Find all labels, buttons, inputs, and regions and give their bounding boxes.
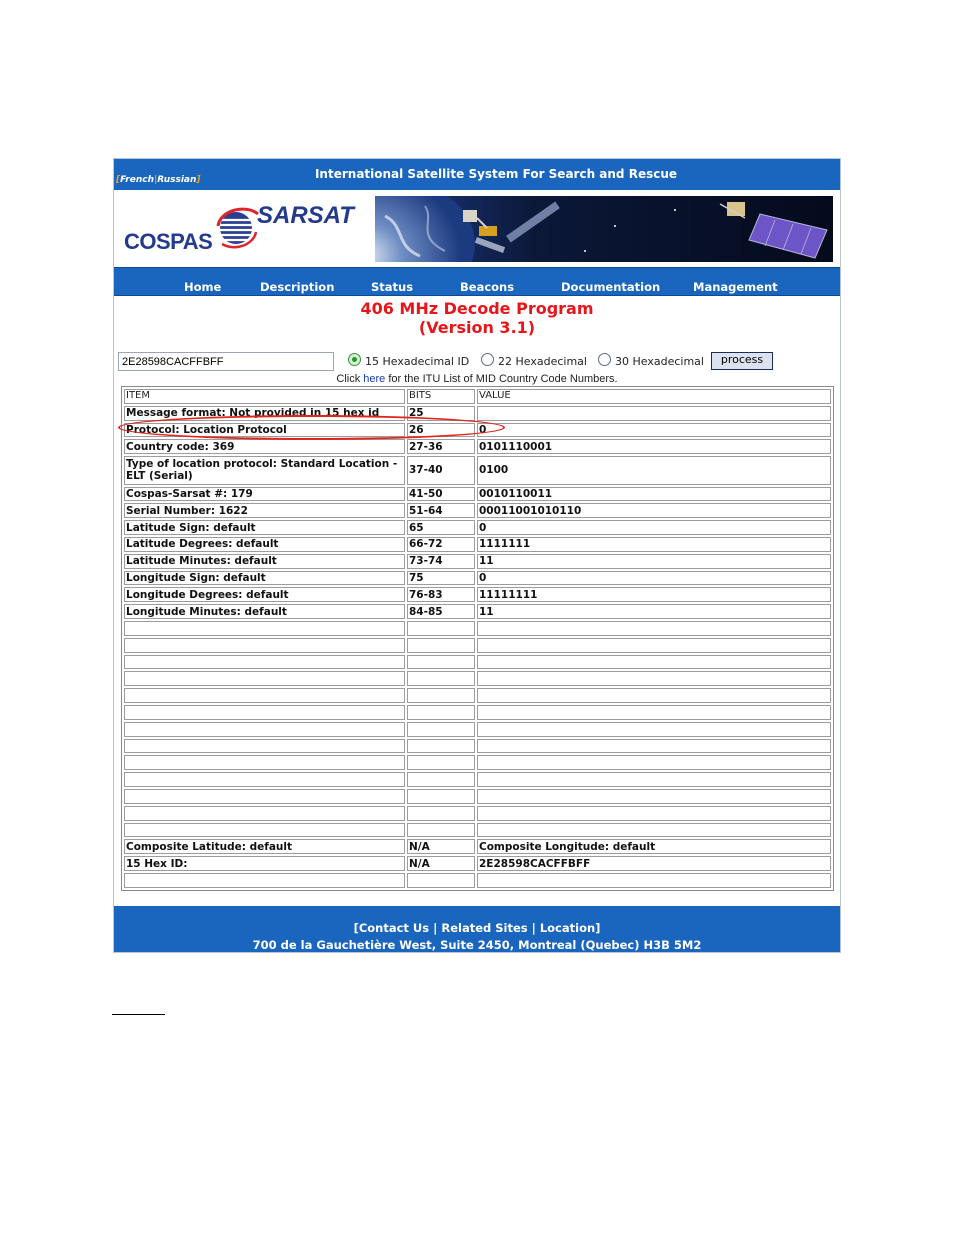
row-value: 0010110011 — [477, 487, 831, 502]
empty-row — [124, 755, 831, 770]
table-row — [124, 423, 831, 438]
row-bits: 25 — [407, 406, 475, 421]
row-bits: 76-83 — [407, 587, 475, 602]
nav-management[interactable]: Management — [693, 280, 778, 294]
footer-address: 700 de la Gauchetière West, Suite 2450, Montreal (Quebec) H3B 5M2 — [252, 938, 702, 952]
row-value: 1111111 — [477, 537, 831, 552]
table-row — [124, 456, 831, 485]
footer-bar — [114, 906, 840, 953]
table-row — [124, 587, 831, 602]
header-value: VALUE — [477, 389, 831, 404]
table-row — [124, 406, 831, 421]
itu-prefix: Click — [336, 373, 364, 385]
itu-list-note — [114, 373, 840, 385]
row-item: Protocol: Location Protocol — [124, 423, 405, 438]
page-title: 406 MHz Decode Program — [360, 299, 594, 318]
hex-id-input[interactable] — [118, 352, 334, 371]
row-item: Type of location protocol: Standard Location - ELT (Serial) — [124, 456, 405, 485]
row-value: 0101110001 — [477, 439, 831, 454]
row-bits: 37-40 — [407, 456, 475, 485]
hex-id-value: 2E28598CACFFBFF — [477, 856, 831, 871]
banner — [114, 190, 840, 266]
underline-rule — [112, 1014, 165, 1015]
language-switcher: [French|Russian] — [116, 175, 201, 185]
row-item: Message format: Not provided in 15 hex id — [124, 406, 405, 421]
row-bits: 73-74 — [407, 554, 475, 569]
row-item: Cospas-Sarsat #: 179 — [124, 487, 405, 502]
decode-results-table — [121, 386, 834, 891]
cospas-page-frame — [113, 158, 841, 953]
table-row — [124, 554, 831, 569]
row-item: Latitude Minutes: default — [124, 554, 405, 569]
table-header-row — [124, 389, 831, 404]
cospas-sarsat-logo — [124, 202, 364, 262]
related-sites-link[interactable]: Related Sites — [441, 921, 528, 935]
table-row — [124, 487, 831, 502]
header-bits: BITS — [407, 389, 475, 404]
table-row — [124, 537, 831, 552]
row-bits: 65 — [407, 520, 475, 535]
row-value: 11 — [477, 604, 831, 619]
empty-row — [124, 722, 831, 737]
empty-row — [124, 789, 831, 804]
row-bits: 26 — [407, 423, 475, 438]
empty-row — [124, 772, 831, 787]
composite-longitude: Composite Longitude: default — [477, 839, 831, 854]
itu-suffix: for the ITU List of MID Country Code Numbers. — [385, 373, 618, 385]
empty-row — [124, 638, 831, 653]
row-item: Latitude Degrees: default — [124, 537, 405, 552]
row-item: Longitude Sign: default — [124, 571, 405, 586]
itu-here-link[interactable]: here — [363, 373, 386, 385]
row-value: 11 — [477, 554, 831, 569]
top-header-bar — [114, 159, 840, 190]
empty-row — [124, 739, 831, 754]
row-bits: 66-72 — [407, 537, 475, 552]
russian-link[interactable]: Russian — [157, 175, 197, 185]
nav-documentation[interactable]: Documentation — [561, 280, 661, 294]
page-version: (Version 3.1) — [418, 318, 536, 337]
row-value: 0 — [477, 423, 831, 438]
row-item: Longitude Minutes: default — [124, 604, 405, 619]
globe-logo-icon — [216, 204, 260, 250]
row-value: 0 — [477, 571, 831, 586]
empty-row — [124, 671, 831, 686]
composite-row — [124, 839, 831, 854]
satellite-banner-image — [375, 196, 833, 262]
empty-row — [124, 823, 831, 838]
row-bits: 41-50 — [407, 487, 475, 502]
radio-30-hex[interactable] — [598, 353, 611, 366]
row-item: Longitude Degrees: default — [124, 587, 405, 602]
hex-id-label: 15 Hex ID: — [124, 856, 405, 871]
contact-us-link[interactable]: Contact Us — [358, 921, 430, 935]
empty-row — [124, 806, 831, 821]
row-bits: 27-36 — [407, 439, 475, 454]
row-item: Country code: 369 — [124, 439, 405, 454]
nav-home[interactable]: Home — [184, 280, 222, 294]
empty-row — [124, 873, 831, 888]
process-button[interactable]: process — [711, 352, 773, 370]
row-item: Serial Number: 1622 — [124, 503, 405, 518]
main-navigation — [114, 267, 840, 296]
footer-links: [Contact Us | Related Sites | Location] — [353, 921, 601, 935]
radio-30-hex-label: 30 Hexadecimal — [615, 355, 704, 368]
sarsat-wordmark: SARSAT — [257, 202, 354, 229]
radio-15-hex[interactable] — [348, 353, 361, 366]
empty-row — [124, 688, 831, 703]
row-value: 00011001010110 — [477, 503, 831, 518]
hex-id-row — [124, 856, 831, 871]
cospas-wordmark: COSPAS — [124, 229, 213, 254]
row-bits: 84-85 — [407, 604, 475, 619]
row-bits: 75 — [407, 571, 475, 586]
row-value — [477, 406, 831, 421]
row-value: 0100 — [477, 456, 831, 485]
composite-na: N/A — [407, 839, 475, 854]
composite-latitude: Composite Latitude: default — [124, 839, 405, 854]
location-link[interactable]: Location — [539, 921, 596, 935]
row-bits: 51-64 — [407, 503, 475, 518]
table-row — [124, 439, 831, 454]
nav-status[interactable]: Status — [371, 280, 414, 294]
table-row — [124, 520, 831, 535]
table-row — [124, 503, 831, 518]
hex-id-na: N/A — [407, 856, 475, 871]
empty-row — [124, 621, 831, 636]
header-item: ITEM — [124, 389, 405, 404]
site-title: International Satellite System For Search and Rescue — [314, 167, 678, 181]
table-row — [124, 604, 831, 619]
empty-row — [124, 655, 831, 670]
row-item: Latitude Sign: default — [124, 520, 405, 535]
empty-row — [124, 705, 831, 720]
radio-22-hex[interactable] — [481, 353, 494, 366]
radio-15-hex-label: 15 Hexadecimal ID — [365, 355, 470, 368]
nav-beacons[interactable]: Beacons — [460, 280, 515, 294]
table-row — [124, 571, 831, 586]
french-link[interactable]: French — [120, 175, 154, 185]
row-value: 11111111 — [477, 587, 831, 602]
row-value: 0 — [477, 520, 831, 535]
radio-22-hex-label: 22 Hexadecimal — [498, 355, 587, 368]
nav-description[interactable]: Description — [260, 280, 335, 294]
